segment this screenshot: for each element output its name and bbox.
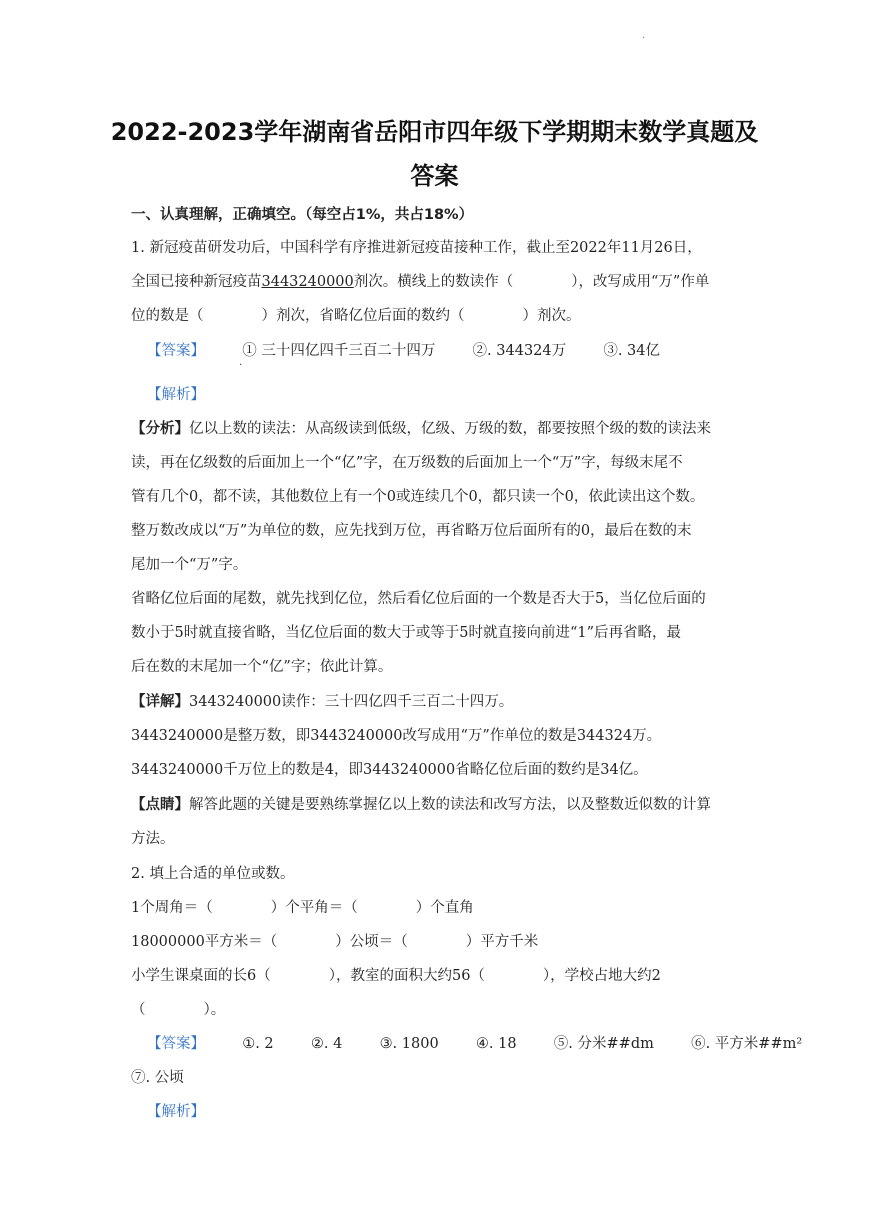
q2-answer-6: ⑥. 平方米##m² bbox=[691, 1036, 803, 1052]
q2-answer-2: ②. 4 bbox=[310, 1036, 343, 1052]
q1-dianjing-line-1 bbox=[131, 795, 711, 815]
q1-fenxi-line-2: 读，再在亿级数的后面加上一个“亿”字，在万级数的后面加上一个“万”字，每级末尾不 bbox=[131, 455, 683, 471]
q1-xiangjie-label: 【详解】 bbox=[131, 694, 189, 710]
q2-answer-1: ①. 2 bbox=[242, 1036, 274, 1052]
q1-fenxi-line-4: 整万数改成以“万”为单位的数，应先找到万位，再省略万位后面所有的0，最后在数的末 bbox=[131, 523, 692, 539]
q1-xiangjie-text-1: 3443240000读作：三十四亿四千三百二十四万。 bbox=[189, 694, 514, 710]
q1-xiangjie-line-3: 3443240000千万位上的数是4，即3443240000省略亿位后面的数约是34亿。 bbox=[131, 762, 648, 778]
q1-answer-label: 【答案】 bbox=[147, 343, 205, 359]
q2-answer-3: ③. 1800 bbox=[379, 1036, 439, 1052]
q1-line-2 bbox=[131, 272, 709, 292]
q2-line-2: 1个周角＝（ ）个平角＝（ ）个直角 bbox=[131, 900, 474, 916]
q1-answer-3: ③. 34亿 bbox=[603, 343, 661, 359]
q2-line-4: 小学生课桌面的长6（ ），教室的面积大约56（ ），学校占地大约2 bbox=[131, 968, 661, 984]
q2-line-5: （ ）。 bbox=[131, 1002, 226, 1018]
section-1-heading: 一、认真理解，正确填空。（每空占1%，共占18%） bbox=[131, 207, 474, 223]
q1-answer-2: ②. 344324万 bbox=[472, 343, 567, 359]
q2-answer-5: ⑤. 分米##dm bbox=[553, 1036, 654, 1052]
q2-answer-row bbox=[147, 1034, 802, 1054]
q1-xiangjie-line-1 bbox=[131, 692, 513, 712]
q1-fenxi-line-8: 后在数的末尾加一个“亿”字；依此计算。 bbox=[131, 659, 393, 675]
page-corner-dot: . bbox=[642, 30, 646, 41]
q1-fenxi-line-7: 数小于5时就直接省略，当亿位后面的数大于或等于5时就直接向前进“1”后再省略，最 bbox=[131, 625, 681, 641]
q1-answer-row bbox=[147, 341, 660, 361]
q1-line-3: 位的数是（ ）剂次，省略亿位后面的数约（ ）剂次。 bbox=[131, 308, 581, 324]
q1-dianjing-label: 【点睛】 bbox=[131, 797, 189, 813]
q2-line-3: 18000000平方米＝（ ）公顷＝（ ）平方千米 bbox=[131, 934, 539, 950]
q1-jiexi-label: 【解析】 bbox=[147, 387, 205, 403]
q1-line-2-suffix: 剂次。横线上的数读作（ ），改写成用“万”作单 bbox=[353, 274, 710, 290]
q1-dianjing-line-2: 方法。 bbox=[131, 831, 175, 847]
q1-fenxi-line-6: 省略亿位后面的尾数，就先找到亿位，然后看亿位后面的一个数是否大于5，当亿位后面的 bbox=[131, 591, 706, 607]
answer-dot-mark: . bbox=[239, 357, 243, 368]
q1-fenxi-line-3: 管有几个0，都不读，其他数位上有一个0或连续几个0，都只读一个0，依此读出这个数。 bbox=[131, 489, 705, 505]
q1-answer-1: ① 三十四亿四千三百二十四万 bbox=[242, 343, 436, 359]
q1-fenxi-text-1: 亿以上数的读法：从高级读到低级，亿级、万级的数，都要按照个级的数的读法来 bbox=[189, 421, 711, 437]
q1-vaccine-number: 3443240000 bbox=[261, 274, 354, 290]
q1-fenxi-line-5: 尾加一个“万”字。 bbox=[131, 557, 248, 573]
document-title-line-1: 2022-2023学年湖南省岳阳市四年级下学期期末数学真题及 bbox=[110, 118, 759, 146]
q1-fenxi-label: 【分析】 bbox=[131, 421, 189, 437]
q1-dianjing-text-1: 解答此题的关键是要熟练掌握亿以上数的读法和改写方法，以及整数近似数的计算 bbox=[189, 797, 711, 813]
q2-line-1: 2. 填上合适的单位或数。 bbox=[131, 866, 295, 882]
q1-fenxi-line-1 bbox=[131, 419, 711, 439]
document-title-line-2: 答案 bbox=[410, 162, 459, 190]
q1-xiangjie-line-2: 3443240000是整万数，即3443240000改写成用“万”作单位的数是344324万。 bbox=[131, 728, 662, 744]
q2-answer-4: ④. 18 bbox=[475, 1036, 517, 1052]
q2-jiexi-label: 【解析】 bbox=[147, 1104, 205, 1120]
q1-line-2-prefix: 全国已接种新冠疫苗 bbox=[131, 274, 262, 290]
q2-answer-label: 【答案】 bbox=[147, 1036, 205, 1052]
q2-answer-row-2: ⑦. 公顷 bbox=[131, 1070, 184, 1086]
q1-line-1: 1. 新冠疫苗研发功后，中国科学有序推进新冠疫苗接种工作，截止至2022年11月26日， bbox=[131, 240, 702, 256]
